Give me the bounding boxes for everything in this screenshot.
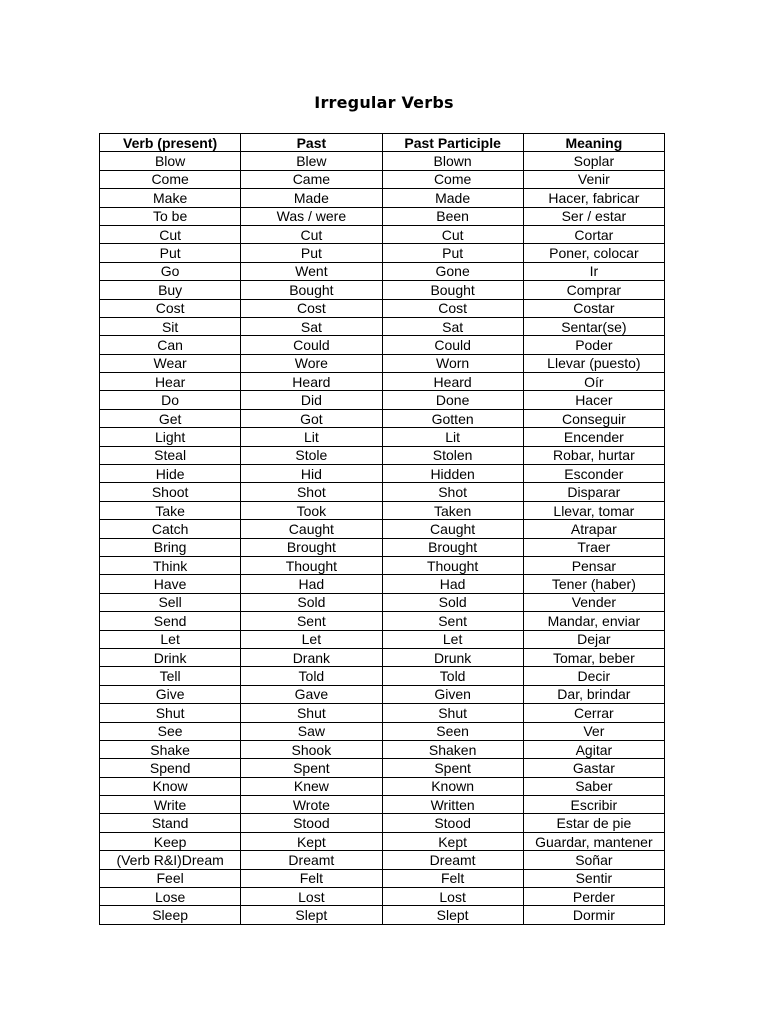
cell-meaning: Ir [523, 262, 664, 280]
cell-past-participle: Written [382, 796, 523, 814]
table-row [100, 317, 665, 335]
table-row [100, 446, 665, 464]
table-body [100, 152, 665, 924]
cell-past: Wrote [241, 796, 382, 814]
table-row [100, 483, 665, 501]
table-row [100, 759, 665, 777]
page-title: Irregular Verbs [314, 93, 454, 112]
cell-past-participle: Shaken [382, 740, 523, 758]
cell-past: Shot [241, 483, 382, 501]
cell-past: Spent [241, 759, 382, 777]
cell-past: Could [241, 336, 382, 354]
cell-meaning: Costar [523, 299, 664, 317]
cell-meaning: Pensar [523, 556, 664, 574]
cell-past: Shook [241, 740, 382, 758]
cell-verb-present: Sleep [100, 906, 241, 924]
cell-verb-present: To be [100, 207, 241, 225]
cell-meaning: Cerrar [523, 704, 664, 722]
cell-meaning: Estar de pie [523, 814, 664, 832]
cell-past-participle: Sat [382, 317, 523, 335]
cell-verb-present: Drink [100, 648, 241, 666]
table-row [100, 740, 665, 758]
cell-verb-present: Keep [100, 832, 241, 850]
cell-past: Lit [241, 428, 382, 446]
cell-past: Stood [241, 814, 382, 832]
cell-verb-present: Lose [100, 888, 241, 906]
cell-past: Got [241, 409, 382, 427]
cell-verb-present: Blow [100, 152, 241, 170]
table-row [100, 262, 665, 280]
table-row [100, 465, 665, 483]
cell-past-participle: Worn [382, 354, 523, 372]
cell-meaning: Atrapar [523, 520, 664, 538]
cell-past: Had [241, 575, 382, 593]
cell-verb-present: Give [100, 685, 241, 703]
cell-meaning: Encender [523, 428, 664, 446]
cell-verb-present: Write [100, 796, 241, 814]
cell-past: Came [241, 170, 382, 188]
cell-meaning: Tener (haber) [523, 575, 664, 593]
table-row [100, 906, 665, 924]
cell-past-participle: Heard [382, 373, 523, 391]
cell-verb-present: (Verb R&I)Dream [100, 851, 241, 869]
table-row [100, 796, 665, 814]
cell-meaning: Hacer [523, 391, 664, 409]
cell-past: Hid [241, 465, 382, 483]
cell-meaning: Soplar [523, 152, 664, 170]
cell-past-participle: Spent [382, 759, 523, 777]
cell-verb-present: Get [100, 409, 241, 427]
cell-past-participle: Taken [382, 501, 523, 519]
table-row [100, 704, 665, 722]
cell-meaning: Disparar [523, 483, 664, 501]
table-row [100, 354, 665, 372]
cell-meaning: Traer [523, 538, 664, 556]
cell-verb-present: Know [100, 777, 241, 795]
cell-meaning: Conseguir [523, 409, 664, 427]
cell-past-participle: Hidden [382, 465, 523, 483]
cell-verb-present: Take [100, 501, 241, 519]
column-header-past: Past [241, 134, 382, 152]
cell-verb-present: Shut [100, 704, 241, 722]
cell-meaning: Sentar(se) [523, 317, 664, 335]
cell-meaning: Llevar, tomar [523, 501, 664, 519]
table-row [100, 832, 665, 850]
cell-past-participle: Caught [382, 520, 523, 538]
cell-verb-present: Buy [100, 281, 241, 299]
cell-meaning: Mandar, enviar [523, 612, 664, 630]
cell-past-participle: Dreamt [382, 851, 523, 869]
cell-meaning: Oír [523, 373, 664, 391]
cell-verb-present: Spend [100, 759, 241, 777]
cell-past: Was / were [241, 207, 382, 225]
table-row [100, 409, 665, 427]
cell-verb-present: Shake [100, 740, 241, 758]
table-row [100, 888, 665, 906]
table-row [100, 869, 665, 887]
cell-past: Kept [241, 832, 382, 850]
column-header-past-participle: Past Participle [382, 134, 523, 152]
cell-past-participle: Could [382, 336, 523, 354]
cell-meaning: Tomar, beber [523, 648, 664, 666]
cell-past: Gave [241, 685, 382, 703]
cell-past-participle: Kept [382, 832, 523, 850]
cell-past-participle: Come [382, 170, 523, 188]
cell-past-participle: Sent [382, 612, 523, 630]
cell-past-participle: Known [382, 777, 523, 795]
cell-past-participle: Drunk [382, 648, 523, 666]
cell-past-participle: Cost [382, 299, 523, 317]
cell-past: Felt [241, 869, 382, 887]
cell-past-participle: Shot [382, 483, 523, 501]
cell-verb-present: Shoot [100, 483, 241, 501]
cell-past-participle: Lost [382, 888, 523, 906]
cell-past: Brought [241, 538, 382, 556]
cell-past-participle: Gotten [382, 409, 523, 427]
cell-verb-present: Do [100, 391, 241, 409]
cell-verb-present: Wear [100, 354, 241, 372]
table-row [100, 170, 665, 188]
cell-meaning: Soñar [523, 851, 664, 869]
cell-past-participle: Cut [382, 225, 523, 243]
table-row [100, 538, 665, 556]
cell-past: Cut [241, 225, 382, 243]
cell-past-participle: Slept [382, 906, 523, 924]
cell-meaning: Hacer, fabricar [523, 189, 664, 207]
cell-verb-present: Put [100, 244, 241, 262]
table-row [100, 667, 665, 685]
cell-verb-present: Go [100, 262, 241, 280]
cell-past: Slept [241, 906, 382, 924]
cell-past: Sat [241, 317, 382, 335]
cell-past: Blew [241, 152, 382, 170]
cell-past-participle: Done [382, 391, 523, 409]
table-row [100, 814, 665, 832]
table-row [100, 630, 665, 648]
table-row [100, 648, 665, 666]
cell-verb-present: Think [100, 556, 241, 574]
table-row [100, 612, 665, 630]
cell-verb-present: Stand [100, 814, 241, 832]
table-row [100, 207, 665, 225]
cell-past: Knew [241, 777, 382, 795]
table-header-row [100, 134, 665, 152]
cell-verb-present: Sit [100, 317, 241, 335]
cell-past: Wore [241, 354, 382, 372]
table-row [100, 520, 665, 538]
cell-meaning: Escribir [523, 796, 664, 814]
cell-past: Took [241, 501, 382, 519]
cell-past: Saw [241, 722, 382, 740]
cell-verb-present: Cost [100, 299, 241, 317]
cell-verb-present: Bring [100, 538, 241, 556]
cell-past-participle: Stolen [382, 446, 523, 464]
table-row [100, 501, 665, 519]
table-row [100, 225, 665, 243]
table-row [100, 391, 665, 409]
cell-past: Sold [241, 593, 382, 611]
cell-past: Made [241, 189, 382, 207]
cell-past-participle: Told [382, 667, 523, 685]
cell-past-participle: Seen [382, 722, 523, 740]
table-row [100, 722, 665, 740]
cell-verb-present: Make [100, 189, 241, 207]
table-row [100, 336, 665, 354]
cell-meaning: Llevar (puesto) [523, 354, 664, 372]
cell-past-participle: Sold [382, 593, 523, 611]
cell-meaning: Robar, hurtar [523, 446, 664, 464]
cell-past-participle: Had [382, 575, 523, 593]
cell-past: Sent [241, 612, 382, 630]
cell-past: Caught [241, 520, 382, 538]
cell-past-participle: Thought [382, 556, 523, 574]
cell-past: Told [241, 667, 382, 685]
cell-past-participle: Shut [382, 704, 523, 722]
cell-past-participle: Bought [382, 281, 523, 299]
table-row [100, 685, 665, 703]
cell-past: Bought [241, 281, 382, 299]
cell-past-participle: Given [382, 685, 523, 703]
cell-past: Cost [241, 299, 382, 317]
cell-meaning: Venir [523, 170, 664, 188]
cell-verb-present: Tell [100, 667, 241, 685]
cell-verb-present: Hear [100, 373, 241, 391]
cell-verb-present: Steal [100, 446, 241, 464]
irregular-verbs-table [99, 133, 665, 925]
cell-past: Went [241, 262, 382, 280]
cell-verb-present: Cut [100, 225, 241, 243]
cell-meaning: Comprar [523, 281, 664, 299]
cell-meaning: Gastar [523, 759, 664, 777]
cell-meaning: Vender [523, 593, 664, 611]
cell-past-participle: Been [382, 207, 523, 225]
table-row [100, 152, 665, 170]
cell-past: Thought [241, 556, 382, 574]
cell-meaning: Sentir [523, 869, 664, 887]
cell-meaning: Decir [523, 667, 664, 685]
table-row [100, 189, 665, 207]
cell-meaning: Perder [523, 888, 664, 906]
cell-past-participle: Blown [382, 152, 523, 170]
cell-verb-present: Have [100, 575, 241, 593]
cell-past: Lost [241, 888, 382, 906]
cell-verb-present: Feel [100, 869, 241, 887]
cell-past-participle: Let [382, 630, 523, 648]
cell-past-participle: Stood [382, 814, 523, 832]
table-row [100, 281, 665, 299]
cell-verb-present: Let [100, 630, 241, 648]
cell-past-participle: Put [382, 244, 523, 262]
cell-past: Did [241, 391, 382, 409]
cell-meaning: Esconder [523, 465, 664, 483]
cell-meaning: Agitar [523, 740, 664, 758]
cell-past: Let [241, 630, 382, 648]
cell-verb-present: Hide [100, 465, 241, 483]
table-row [100, 556, 665, 574]
table-row [100, 299, 665, 317]
cell-verb-present: Catch [100, 520, 241, 538]
cell-verb-present: Send [100, 612, 241, 630]
cell-meaning: Ser / estar [523, 207, 664, 225]
table-row [100, 575, 665, 593]
cell-past: Heard [241, 373, 382, 391]
column-header-verb-present: Verb (present) [100, 134, 241, 152]
cell-past-participle: Gone [382, 262, 523, 280]
cell-meaning: Guardar, mantener [523, 832, 664, 850]
cell-meaning: Poner, colocar [523, 244, 664, 262]
cell-meaning: Ver [523, 722, 664, 740]
table-row [100, 777, 665, 795]
cell-verb-present: Can [100, 336, 241, 354]
cell-meaning: Dormir [523, 906, 664, 924]
table-row [100, 428, 665, 446]
cell-past: Shut [241, 704, 382, 722]
cell-meaning: Dejar [523, 630, 664, 648]
cell-past-participle: Felt [382, 869, 523, 887]
cell-past: Dreamt [241, 851, 382, 869]
cell-past-participle: Brought [382, 538, 523, 556]
cell-meaning: Saber [523, 777, 664, 795]
cell-verb-present: See [100, 722, 241, 740]
cell-verb-present: Come [100, 170, 241, 188]
cell-past-participle: Made [382, 189, 523, 207]
cell-verb-present: Sell [100, 593, 241, 611]
table-row [100, 244, 665, 262]
cell-past: Put [241, 244, 382, 262]
cell-past-participle: Lit [382, 428, 523, 446]
cell-past: Stole [241, 446, 382, 464]
cell-past: Drank [241, 648, 382, 666]
table-row [100, 373, 665, 391]
cell-verb-present: Light [100, 428, 241, 446]
cell-meaning: Dar, brindar [523, 685, 664, 703]
cell-meaning: Cortar [523, 225, 664, 243]
column-header-meaning: Meaning [523, 134, 664, 152]
cell-meaning: Poder [523, 336, 664, 354]
table-row [100, 593, 665, 611]
table-row [100, 851, 665, 869]
